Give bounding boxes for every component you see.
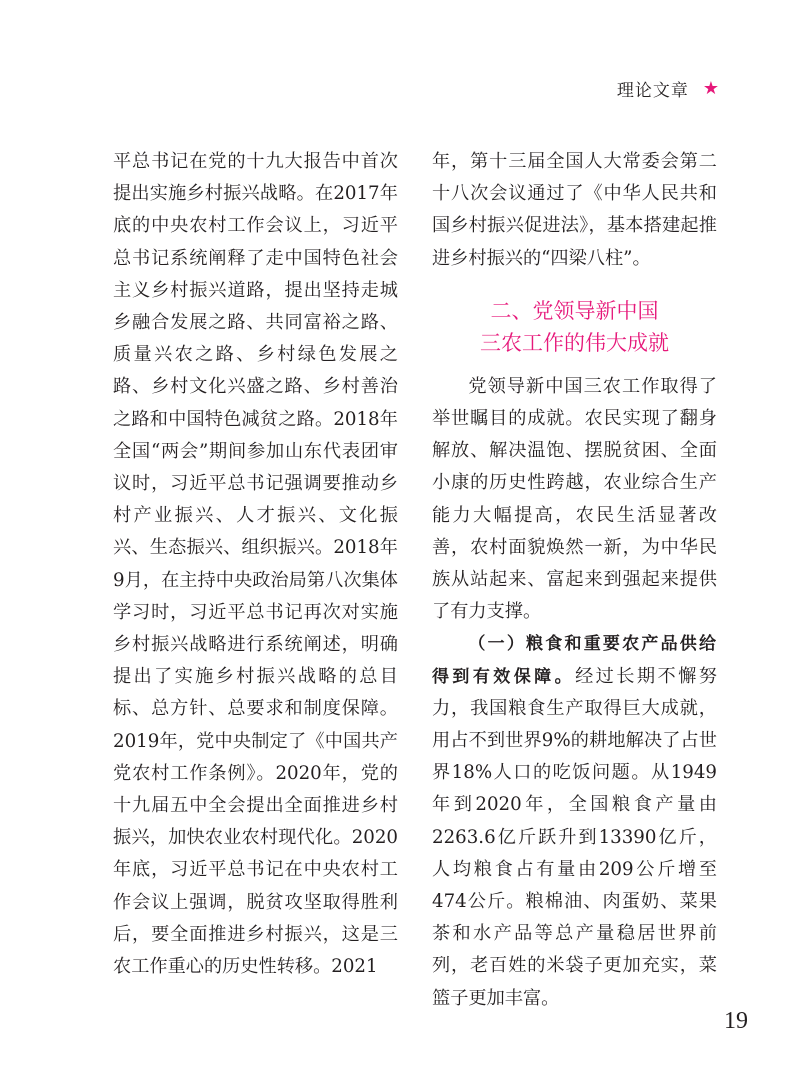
paragraph-achievements: 党领导新中国三农工作取得了举世瞩目的成就。农民实现了翻身解放、解决温饱、摆脱贫困、全面小康的历史性跨越，农业综合生产能力大幅提高，农民生活显著改善，农村面貌焕然一新，为中华民族从站起来、富起来到强起来提供了有力支撑。 (432, 375, 717, 623)
paragraph-grain-text: 经过长期不懈努力，我国粮食生产取得巨大成就，用占不到世界9%的耕地解决了占世界18%人口的吃饭问题。从1949年到2020年，全国粮食产量由2263.6亿斤跃升到13390亿斤，人均粮食占有量由209公斤增至474公斤。粮棉油、肉蛋奶、菜果茶和水产品等总产量稳居世界前列，老百姓的米袋子更加充实，菜篮子更加丰富。 (432, 665, 717, 1009)
left-column (113, 146, 398, 983)
section-heading (432, 295, 717, 359)
paragraph-grain-supply (432, 628, 717, 1014)
section-heading-line2: 三农工作的伟大成就 (480, 330, 669, 355)
left-column-text: 平总书记在党的十九大报告中首次提出实施乡村振兴战略。在2017年底的中央农村工作会议上，习近平总书记系统阐释了走中国特色社会主义乡村振兴道路，提出坚持走城乡融合发展之路、共同富裕之路、质量兴农之路、乡村绿色发展之路、乡村文化兴盛之路、乡村善治之路和中国特色减贫之路。2018年全国“两会”期间参加山东代表团审议时，习近平总书记强调要推动乡村产业振兴、人才振兴、文化振兴、生态振兴、组织振兴。2018年9月，在主持中央政治局第八次集体学习时，习近平总书记再次对实施乡村振兴战略进行系统阐述，明确提出了实施乡村振兴战略的总目标、总方针、总要求和制度保障。2019年，党中央制定了《中国共产党农村工作条例》。2020年，党的十九届五中全会提出全面推进乡村振兴，加快农业农村现代化。2020年底，习近平总书记在中央农村工作会议上强调，脱贫攻坚取得胜利后，要全面推进乡村振兴，这是三农工作重心的历史性转移。2021 (113, 151, 398, 978)
sub-heading: （一）粮食和重要农产品供给得到有效保障。 (432, 634, 717, 687)
running-header (617, 76, 720, 101)
page-number: 19 (724, 1008, 748, 1034)
star-icon: ★ (702, 78, 720, 99)
right-column (432, 146, 717, 1015)
header-title: 理论文章 (616, 81, 689, 101)
right-column-intro: 年，第十三届全国人大常委会第二十八次会议通过了《中华人民共和国乡村振兴促进法》，基本搭建起推进乡村振兴的“四梁八柱”。 (432, 151, 717, 269)
section-heading-line1: 二、党领导新中国 (490, 298, 659, 323)
